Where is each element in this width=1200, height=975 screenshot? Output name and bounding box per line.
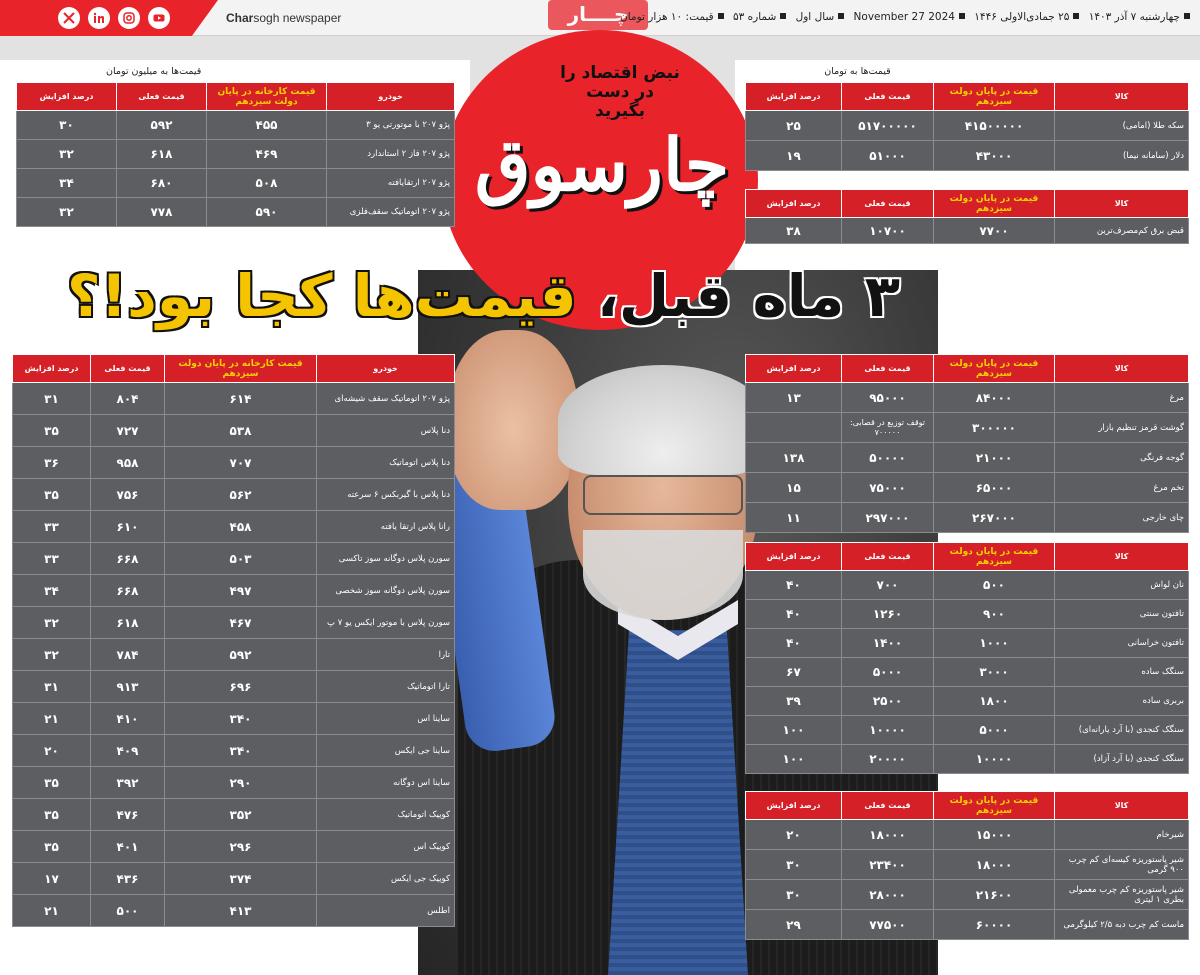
item-name-cell: پژو ۲۰۷ ارتقایافته <box>327 169 455 198</box>
table-row <box>13 607 455 639</box>
table-row <box>746 629 1189 658</box>
item-name-cell: سورن پلاس با موتور ایکس یو ۷ پ <box>317 607 455 639</box>
value-cell: ۴۹۷ <box>165 575 317 607</box>
column-header: قیمت فعلی <box>842 543 934 571</box>
value-cell: ۳۶ <box>13 447 91 479</box>
table-row <box>13 639 455 671</box>
value-cell: ۷۷۵۰۰ <box>842 910 934 940</box>
value-cell: ۳۵ <box>13 831 91 863</box>
item-name-cell: کوییک جی ایکس <box>317 863 455 895</box>
food-price-table <box>745 354 1189 533</box>
value-cell: ۱۸۰۰۰ <box>934 850 1055 880</box>
value-cell: ۹۰۰ <box>934 600 1055 629</box>
gold-dollar-table <box>745 82 1189 171</box>
item-name-cell: ساینا اس <box>317 703 455 735</box>
value-cell: ۹۵۸ <box>91 447 165 479</box>
value-cell: ۱۸۰۰ <box>934 687 1055 716</box>
value-cell: ۲۵ <box>746 111 842 141</box>
item-name-cell: سنگک کنجدی (با آرد آزاد) <box>1055 745 1189 774</box>
value-cell: ۳۰ <box>746 850 842 880</box>
value-cell: ۳۲ <box>13 639 91 671</box>
value-cell: ۴۳۶ <box>91 863 165 895</box>
value-cell: ۷۷۰۰ <box>934 218 1055 244</box>
table-row <box>746 880 1189 910</box>
value-cell: ۳۰ <box>17 111 117 140</box>
value-cell: ۹۵۰۰۰ <box>842 383 934 413</box>
value-cell: ۶۱۸ <box>91 607 165 639</box>
table-row <box>746 383 1189 413</box>
column-header: قیمت فعلی <box>842 83 934 111</box>
value-cell: ۸۴۰۰۰ <box>934 383 1055 413</box>
value-cell: ۳۹۲ <box>91 767 165 799</box>
car-price-table-top <box>16 82 455 227</box>
item-name-cell: سنگک ساده <box>1055 658 1189 687</box>
table-row <box>13 543 455 575</box>
column-header: قیمت در پایان دولت سیزدهم <box>934 792 1055 820</box>
headline-part1: ۳ ماه قبل، <box>576 262 900 330</box>
item-name-cell: رانا پلاس ارتقا یافته <box>317 511 455 543</box>
value-cell: ۱۰۷۰۰ <box>842 218 934 244</box>
value-cell: ۷۵۶ <box>91 479 165 511</box>
linkedin-icon[interactable] <box>88 7 110 29</box>
column-header: قیمت فعلی <box>842 190 934 218</box>
value-cell: ۱۳ <box>746 383 842 413</box>
value-cell: ۵۶۲ <box>165 479 317 511</box>
value-cell: ۲۹۰ <box>165 767 317 799</box>
value-cell: ۵۱۷۰۰۰۰۰ <box>842 111 934 141</box>
dateline <box>614 11 1190 23</box>
value-cell: ۵۰۰۰ <box>934 716 1055 745</box>
item-name-cell: سنگک کنجدی (با آرد یارانه‌ای) <box>1055 716 1189 745</box>
column-header: درصد افزایش <box>746 543 842 571</box>
column-header: قیمت فعلی <box>842 355 934 383</box>
value-cell: ۴۳۰۰۰ <box>934 141 1055 171</box>
car-price-table-main <box>12 354 455 927</box>
table-row <box>13 511 455 543</box>
value-cell: ۱۵ <box>746 473 842 503</box>
column-header: قیمت فعلی <box>842 792 934 820</box>
table-row <box>13 799 455 831</box>
table-row <box>13 767 455 799</box>
value-cell: ۷۵۰۰۰ <box>842 473 934 503</box>
item-name-cell: گوشت قرمز تنظیم بازار <box>1055 413 1189 443</box>
value-cell: ۵۹۲ <box>165 639 317 671</box>
item-name-cell: چای خارجی <box>1055 503 1189 533</box>
value-cell: ۵۱۰۰۰ <box>842 141 934 171</box>
table-row <box>13 383 455 415</box>
item-name-cell: تارا <box>317 639 455 671</box>
value-cell: ۶۶۸ <box>91 575 165 607</box>
value-cell: ۱۰۰ <box>746 716 842 745</box>
masthead-logo: چارسوق <box>474 122 730 207</box>
value-cell: ۱۹ <box>746 141 842 171</box>
item-name-cell: ماست کم چرب دبه ۲/۵ کیلوگرمی <box>1055 910 1189 940</box>
value-cell: ۶۱۸ <box>117 140 207 169</box>
headline <box>67 258 900 334</box>
value-cell: ۲۰ <box>746 820 842 850</box>
dairy-price-table <box>745 791 1189 940</box>
item-name-cell: پژو ۲۰۷ اتوماتیک سقف شیشه‌ای <box>317 383 455 415</box>
value-cell: ۴۶۷ <box>165 607 317 639</box>
table-row <box>17 111 455 140</box>
price-label: قیمت: ۱۰ هزار تومان <box>620 11 714 23</box>
brand-rest: sogh newspaper <box>253 11 342 25</box>
column-header: قیمت کارخانه در پایان دولت سیزدهم <box>165 355 317 383</box>
table-row <box>746 413 1189 443</box>
item-name-cell: شیر پاستوریزه کم چرب معمولی بطری ۱ لیتری <box>1055 880 1189 910</box>
x-icon[interactable] <box>58 7 80 29</box>
value-cell: ۶۷ <box>746 658 842 687</box>
item-name-cell: پژو ۲۰۷ با موتورتی یو ۳ <box>327 111 455 140</box>
item-name-cell: دنا پلاس با گیربکس ۶ سرعته <box>317 479 455 511</box>
value-cell: ۵۹۰ <box>207 198 327 227</box>
table-row <box>13 831 455 863</box>
value-cell: ۷۰۷ <box>165 447 317 479</box>
value-cell: ۱۰۰۰۰ <box>934 745 1055 774</box>
column-header: درصد افزایش <box>746 792 842 820</box>
glasses-icon <box>583 475 743 515</box>
bread-price-table <box>745 542 1189 774</box>
item-name-cell: تافتون سنتی <box>1055 600 1189 629</box>
table-row <box>746 850 1189 880</box>
column-header: درصد افزایش <box>746 355 842 383</box>
value-cell: ۵۰۰ <box>934 571 1055 600</box>
value-cell: ۶۱۰ <box>91 511 165 543</box>
table-row <box>17 198 455 227</box>
value-cell: ۳۵ <box>13 767 91 799</box>
instagram-icon[interactable] <box>118 7 140 29</box>
column-header: کالا <box>1055 543 1189 571</box>
column-header: کالا <box>1055 792 1189 820</box>
car-price-caption: قیمت‌ها به میلیون تومان <box>106 66 202 77</box>
item-name-cell: تافتون خراسانی <box>1055 629 1189 658</box>
value-cell: ۲۳۴۰۰ <box>842 850 934 880</box>
item-name-cell: دلار (سامانه نیما) <box>1055 141 1189 171</box>
column-header: خودرو <box>327 83 455 111</box>
value-cell: ۱۰۰۰ <box>934 629 1055 658</box>
value-cell: ۳۷۴ <box>165 863 317 895</box>
value-cell: ۲۵۰۰ <box>842 687 934 716</box>
value-cell: ۶۶۸ <box>91 543 165 575</box>
value-cell: ۳۵ <box>13 415 91 447</box>
value-cell: ۸۰۴ <box>91 383 165 415</box>
column-header: کالا <box>1055 355 1189 383</box>
table-row <box>746 687 1189 716</box>
value-cell: ۶۸۰ <box>117 169 207 198</box>
value-cell: ۲۹۷۰۰۰ <box>842 503 934 533</box>
table-row <box>746 218 1189 244</box>
value-cell: ۴۱۳ <box>165 895 317 927</box>
item-name-cell: سورن پلاس دوگانه سوز شخصی <box>317 575 455 607</box>
item-name-cell: نان لواش <box>1055 571 1189 600</box>
value-cell: ۹۱۳ <box>91 671 165 703</box>
item-name-cell: پژو ۲۰۷ فاز ۲ استاندارد <box>327 140 455 169</box>
date-persian: چهارشنبه ۷ آذر ۱۴۰۳ <box>1088 11 1180 23</box>
date-hijri: ۲۵ جمادی‌الاولی ۱۴۴۶ <box>974 11 1070 23</box>
table-row <box>13 447 455 479</box>
item-name-cell: دنا پلاس اتوماتیک <box>317 447 455 479</box>
table-row <box>13 703 455 735</box>
date-gregorian: 2024 November 27 <box>853 11 955 23</box>
table-row <box>13 735 455 767</box>
table-row <box>746 600 1189 629</box>
value-cell: ۱۴۰۰ <box>842 629 934 658</box>
item-name-cell: دنا پلاس <box>317 415 455 447</box>
column-header: درصد افزایش <box>746 83 842 111</box>
value-cell: ۳۴ <box>17 169 117 198</box>
value-cell: ۱۲۶۰ <box>842 600 934 629</box>
item-name-cell: کوییک اس <box>317 831 455 863</box>
value-cell: ۲۱۰۰۰ <box>934 443 1055 473</box>
value-cell: ۱۷ <box>13 863 91 895</box>
value-cell: ۴۵۵ <box>207 111 327 140</box>
table-row <box>746 820 1189 850</box>
value-cell: ۵۳۸ <box>165 415 317 447</box>
item-name-cell: بربری ساده <box>1055 687 1189 716</box>
value-cell: ۳۵ <box>13 479 91 511</box>
table-row <box>13 415 455 447</box>
table-row <box>13 575 455 607</box>
table-row <box>17 169 455 198</box>
value-cell: ۱۱ <box>746 503 842 533</box>
value-cell: ۵۰۳ <box>165 543 317 575</box>
item-name-cell: ساینا اس دوگانه <box>317 767 455 799</box>
column-header: قیمت کارخانه در پایان دولت سیزدهم <box>207 83 327 111</box>
column-header: کالا <box>1055 190 1189 218</box>
value-cell: ۳۲ <box>17 140 117 169</box>
item-name-cell: شیرخام <box>1055 820 1189 850</box>
column-header: درصد افزایش <box>17 83 117 111</box>
value-cell: ۴۵۸ <box>165 511 317 543</box>
item-name-cell: مرغ <box>1055 383 1189 413</box>
value-cell: ۲۹ <box>746 910 842 940</box>
column-header: درصد افزایش <box>746 190 842 218</box>
column-header: قیمت در پایان دولت سیزدهم <box>934 190 1055 218</box>
value-cell: ۳۰۰۰۰۰ <box>934 413 1055 443</box>
column-header: قیمت فعلی <box>91 355 165 383</box>
youtube-icon[interactable] <box>148 7 170 29</box>
table-row <box>746 910 1189 940</box>
table-row <box>746 473 1189 503</box>
value-cell: ۲۰۰۰۰ <box>842 745 934 774</box>
column-header: درصد افزایش <box>13 355 91 383</box>
value-cell: ۲۱۶۰۰ <box>934 880 1055 910</box>
value-cell: ۲۰ <box>13 735 91 767</box>
value-cell: ۳۳ <box>13 511 91 543</box>
brand-name <box>226 11 341 25</box>
value-cell: ۴۰۹ <box>91 735 165 767</box>
value-cell: ۱۵۰۰۰ <box>934 820 1055 850</box>
value-cell: ۳۴۰ <box>165 735 317 767</box>
value-cell: ۶۰۰۰۰ <box>934 910 1055 940</box>
value-cell: ۳۲ <box>13 607 91 639</box>
value-cell: ۱۳۸ <box>746 443 842 473</box>
table-row <box>17 140 455 169</box>
masthead-tagline: نبض اقتصاد را در دست بگیرید <box>560 63 680 121</box>
value-cell: ۳۳ <box>13 543 91 575</box>
table-row <box>746 443 1189 473</box>
value-cell: ۳۵۲ <box>165 799 317 831</box>
value-cell: ۷۲۷ <box>91 415 165 447</box>
value-cell: ۴۶۹ <box>207 140 327 169</box>
right-price-caption: قیمت‌ها به تومان <box>824 66 891 77</box>
value-cell: ۴۷۶ <box>91 799 165 831</box>
value-cell: ۲۹۶ <box>165 831 317 863</box>
issue-number: شماره ۵۳ <box>733 11 777 23</box>
value-cell: ۶۵۰۰۰ <box>934 473 1055 503</box>
table-row <box>746 745 1189 774</box>
value-cell: ۲۱ <box>13 895 91 927</box>
item-name-cell: کوییک اتوماتیک <box>317 799 455 831</box>
item-name-cell: پژو ۲۰۷ اتوماتیک سقف‌فلزی <box>327 198 455 227</box>
value-cell: ۱۸۰۰۰ <box>842 820 934 850</box>
headline-part2: قیمت‌ها کجا بود!؟ <box>67 262 577 330</box>
table-row <box>13 671 455 703</box>
table-row <box>746 111 1189 141</box>
value-cell: ۴۰ <box>746 571 842 600</box>
table-row <box>13 479 455 511</box>
column-header: کالا <box>1055 83 1189 111</box>
column-header: خودرو <box>317 355 455 383</box>
value-cell: ۱۰۰۰۰ <box>842 716 934 745</box>
value-cell: ۳۱ <box>13 671 91 703</box>
value-cell: ۳۴۰ <box>165 703 317 735</box>
table-row <box>746 658 1189 687</box>
column-header: قیمت در پایان دولت سیزدهم <box>934 355 1055 383</box>
value-cell: ۳۰۰۰ <box>934 658 1055 687</box>
ghost-logo: چــــار <box>548 0 648 30</box>
year-label: سال اول <box>795 11 835 23</box>
column-header: قیمت فعلی <box>117 83 207 111</box>
value-cell: ۵۰۸ <box>207 169 327 198</box>
column-header: قیمت در پایان دولت سیزدهم <box>934 83 1055 111</box>
table-row <box>746 141 1189 171</box>
electricity-table <box>745 189 1189 244</box>
value-cell: ۴۱۰ <box>91 703 165 735</box>
value-cell: ۳۵ <box>13 799 91 831</box>
value-cell: ۴۰ <box>746 600 842 629</box>
value-cell: ۱۰۰ <box>746 745 842 774</box>
value-cell: ۵۰۰۰۰ <box>842 443 934 473</box>
value-cell: ۵۰۰۰ <box>842 658 934 687</box>
value-cell <box>746 413 842 443</box>
table-row <box>746 716 1189 745</box>
item-name-cell: ساینا جی ایکس <box>317 735 455 767</box>
item-name-cell: شیر پاستوریزه کیسه‌ای کم چرب ۹۰۰ گرمی <box>1055 850 1189 880</box>
value-cell: ۶۹۶ <box>165 671 317 703</box>
table-row <box>13 895 455 927</box>
value-cell: ۴۰ <box>746 629 842 658</box>
item-name-cell: سکه طلا (امامی) <box>1055 111 1189 141</box>
value-cell: ۲۸۰۰۰ <box>842 880 934 910</box>
item-name-cell: تارا اتوماتیک <box>317 671 455 703</box>
value-cell: ۷۸۴ <box>91 639 165 671</box>
value-cell: ۳۸ <box>746 218 842 244</box>
value-cell: ۳۱ <box>13 383 91 415</box>
value-cell: ۲۱ <box>13 703 91 735</box>
item-name-cell: اطلس <box>317 895 455 927</box>
item-name-cell: سورن پلاس دوگانه سوز تاکسی <box>317 543 455 575</box>
table-row <box>746 571 1189 600</box>
value-cell: ۵۹۲ <box>117 111 207 140</box>
column-header: قیمت در پایان دولت سیزدهم <box>934 543 1055 571</box>
table-row <box>13 863 455 895</box>
value-cell: ۷۰۰ <box>842 571 934 600</box>
value-cell: ۳۰ <box>746 880 842 910</box>
value-cell: ۴۰۱ <box>91 831 165 863</box>
value-cell: ۵۰۰ <box>91 895 165 927</box>
value-cell: توقف توزیع در قصابی: ۷۰۰۰۰۰ <box>842 413 934 443</box>
value-cell: ۳۴ <box>13 575 91 607</box>
item-name-cell: گوجه فرنگی <box>1055 443 1189 473</box>
table-row <box>746 503 1189 533</box>
value-cell: ۲۶۷۰۰۰ <box>934 503 1055 533</box>
value-cell: ۶۱۴ <box>165 383 317 415</box>
item-name-cell: قبض برق کم‌مصرف‌ترین <box>1055 218 1189 244</box>
item-name-cell: تخم مرغ <box>1055 473 1189 503</box>
value-cell: ۷۷۸ <box>117 198 207 227</box>
value-cell: ۳۹ <box>746 687 842 716</box>
brand-bold: Char <box>226 11 254 25</box>
value-cell: ۳۲ <box>17 198 117 227</box>
value-cell: ۴۱۵۰۰۰۰۰ <box>934 111 1055 141</box>
